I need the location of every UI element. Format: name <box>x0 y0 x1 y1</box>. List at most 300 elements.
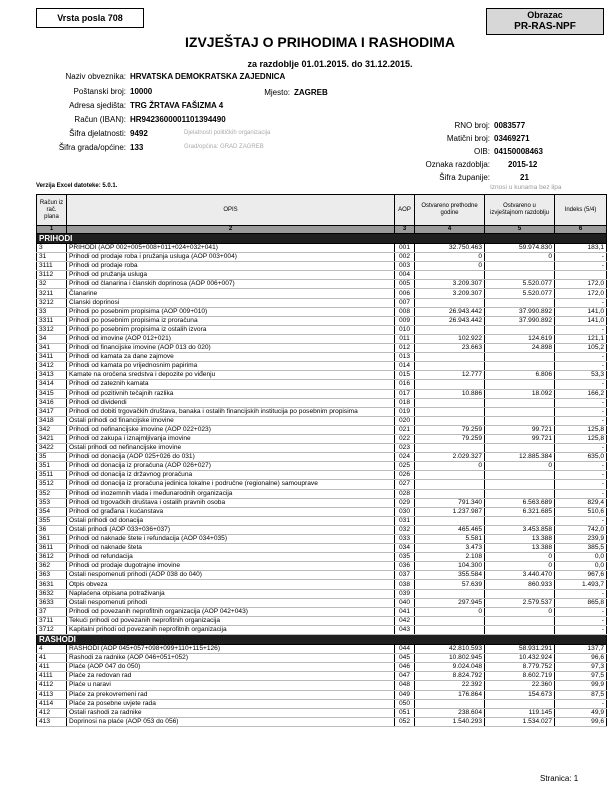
index-cell: 1.493,7 <box>555 580 607 589</box>
index-cell: 141,0 <box>555 316 607 325</box>
table-row <box>37 298 607 307</box>
aop-cell: 042 <box>395 616 415 625</box>
current-year-cell: 8.602.719 <box>485 672 555 681</box>
description-cell: Prihodi po posebnim propisima iz proračuna <box>67 316 395 325</box>
current-year-cell <box>485 262 555 271</box>
column-number: 5 <box>485 226 555 234</box>
index-cell: 239,9 <box>555 535 607 544</box>
index-cell: 385,5 <box>555 544 607 553</box>
prev-year-cell <box>415 699 485 708</box>
table-row <box>37 516 607 525</box>
index-cell: 53,3 <box>555 371 607 380</box>
index-cell: - <box>555 444 607 453</box>
account-cell: 3416 <box>37 398 67 407</box>
current-year-cell: 119.145 <box>485 708 555 717</box>
column-number: 1 <box>37 226 67 234</box>
prev-year-cell: 26.943.442 <box>415 316 485 325</box>
current-year-cell: 24.898 <box>485 344 555 353</box>
index-cell: - <box>555 589 607 598</box>
index-cell: - <box>555 516 607 525</box>
table-row <box>37 544 607 553</box>
current-year-cell: 2.579.537 <box>485 598 555 607</box>
current-year-cell: 18.092 <box>485 389 555 398</box>
table-row <box>37 681 607 690</box>
vrsta-posla-box: Vrsta posla 708 <box>36 8 144 28</box>
current-year-cell <box>485 325 555 334</box>
aop-cell: 045 <box>395 654 415 663</box>
account-cell: 36 <box>37 525 67 534</box>
prev-year-cell <box>415 471 485 480</box>
description-cell: Ostali nespomenuti prihodi <box>67 598 395 607</box>
description-cell: Prihodi od povezanih neprofitnih organizacija (AOP 042+043) <box>67 607 395 616</box>
table-row <box>37 244 607 253</box>
current-year-cell: 154.673 <box>485 690 555 699</box>
account-cell: 4111 <box>37 672 67 681</box>
index-cell: 99,6 <box>555 717 607 726</box>
naziv-label: Naziv obveznika: <box>65 72 126 81</box>
prev-year-cell: 176.864 <box>415 690 485 699</box>
table-row <box>37 625 607 634</box>
description-cell: Prihodi od zateznih kamata <box>67 380 395 389</box>
account-cell: 3212 <box>37 298 67 307</box>
aop-cell: 002 <box>395 253 415 262</box>
aop-cell: 047 <box>395 672 415 681</box>
prev-year-cell <box>415 407 485 416</box>
aop-cell: 030 <box>395 507 415 516</box>
index-cell: 829,4 <box>555 498 607 507</box>
account-cell: 341 <box>37 344 67 353</box>
aop-cell: 038 <box>395 580 415 589</box>
table-row <box>37 645 607 654</box>
prev-year-cell: 791.340 <box>415 498 485 507</box>
description-cell: Kamate na oročena sredstva i depozite po viđenju <box>67 371 395 380</box>
prev-year-cell <box>415 489 485 498</box>
current-year-cell: 37.990.892 <box>485 316 555 325</box>
index-cell: 137,7 <box>555 645 607 654</box>
description-cell: Prihodi od prodaje dugotrajne imovine <box>67 562 395 571</box>
aop-cell: 026 <box>395 471 415 480</box>
racun-value: HR9423600001101394490 <box>130 115 226 124</box>
aop-cell: 008 <box>395 307 415 316</box>
index-cell: 742,0 <box>555 525 607 534</box>
sifra-djelatnosti-desc: Djelatnosti političkih organizacija <box>184 130 271 136</box>
table-row <box>37 699 607 708</box>
aop-cell: 046 <box>395 663 415 672</box>
column-number-row <box>37 226 607 234</box>
current-year-cell <box>485 398 555 407</box>
aop-cell: 036 <box>395 562 415 571</box>
account-cell: 3417 <box>37 407 67 416</box>
aop-cell: 027 <box>395 480 415 489</box>
table-row <box>37 672 607 681</box>
current-year-cell: 99.721 <box>485 434 555 443</box>
account-cell: 3111 <box>37 262 67 271</box>
description-cell: Plaće u naravi <box>67 681 395 690</box>
account-cell: 3631 <box>37 580 67 589</box>
section-prihodi-label: PRIHODI <box>37 234 607 244</box>
account-cell: 3611 <box>37 544 67 553</box>
current-year-cell: 22.360 <box>485 681 555 690</box>
prev-year-cell: 238.604 <box>415 708 485 717</box>
maticni-label: Matični broj: <box>446 134 490 143</box>
prev-year-cell: 23.663 <box>415 344 485 353</box>
account-cell: 3411 <box>37 353 67 362</box>
current-year-cell <box>485 380 555 389</box>
sifra-djelatnosti-label: Šifra djelatnosti: <box>69 129 126 138</box>
prev-year-cell: 42.810.593 <box>415 645 485 654</box>
index-cell: - <box>555 699 607 708</box>
current-year-cell <box>485 616 555 625</box>
account-cell: 3412 <box>37 362 67 371</box>
account-cell: 3511 <box>37 471 67 480</box>
column-header: Ostvareno prethodne godine <box>415 195 485 226</box>
column-header: Račun iz rač. plana <box>37 195 67 226</box>
sifra-grada-desc: Grad/općina: GRAD ZAGREB <box>184 144 264 150</box>
sifra-grada-label: Šifra grada/općine: <box>58 143 126 152</box>
current-year-cell: 12.885.384 <box>485 453 555 462</box>
prev-year-cell <box>415 380 485 389</box>
index-cell: 635,0 <box>555 453 607 462</box>
oib-value: 04150008463 <box>494 147 543 156</box>
current-year-cell: 13.388 <box>485 535 555 544</box>
aop-cell: 009 <box>395 316 415 325</box>
column-header: Ostvareno u izvještajnom razdoblju <box>485 195 555 226</box>
index-cell: - <box>555 325 607 334</box>
account-cell: 352 <box>37 489 67 498</box>
description-cell: Prihodi po posebnim propisima iz ostalih izvora <box>67 325 395 334</box>
postanski-value: 10000 <box>130 87 153 96</box>
aop-cell: 033 <box>395 535 415 544</box>
description-cell: Prihodi od nefinancijske imovine (AOP 022+023) <box>67 425 395 434</box>
aop-cell: 034 <box>395 544 415 553</box>
verzija-text: Verzija Excel datoteke: 5.0.1. <box>36 183 118 189</box>
description-cell: Prihodi od trgovačkih društava i ostalih pravnih osoba <box>67 498 395 507</box>
prev-year-cell: 9.024.048 <box>415 663 485 672</box>
prev-year-cell: 0 <box>415 462 485 471</box>
prev-year-cell <box>415 362 485 371</box>
description-cell: Prihodi od donacija iz proračuna jedinica lokalne i područne (regionalne) samouprave <box>67 480 395 489</box>
description-cell: Prihodi od donacija (AOP 025+026 do 031) <box>67 453 395 462</box>
aop-cell: 040 <box>395 598 415 607</box>
current-year-cell <box>485 362 555 371</box>
index-cell: 96,6 <box>555 654 607 663</box>
prev-year-cell <box>415 516 485 525</box>
account-cell: 4 <box>37 645 67 654</box>
account-cell: 3422 <box>37 444 67 453</box>
table-row <box>37 253 607 262</box>
aop-cell: 050 <box>395 699 415 708</box>
current-year-cell: 99.721 <box>485 425 555 434</box>
aop-cell: 049 <box>395 690 415 699</box>
table-row <box>37 589 607 598</box>
aop-cell: 022 <box>395 434 415 443</box>
aop-cell: 048 <box>395 681 415 690</box>
current-year-cell: 0 <box>485 462 555 471</box>
aop-cell: 018 <box>395 398 415 407</box>
description-cell: Tekući prihodi od povezanih neprofitnih organizacija <box>67 616 395 625</box>
aop-cell: 012 <box>395 344 415 353</box>
obrazac-label: Obrazac <box>527 10 563 20</box>
prev-year-cell: 2.108 <box>415 553 485 562</box>
description-cell: Prihodi od naknade štete i refundacija (AOP 034+035) <box>67 535 395 544</box>
table-row <box>37 416 607 425</box>
aop-cell: 004 <box>395 271 415 280</box>
aop-cell: 017 <box>395 389 415 398</box>
table-row <box>37 607 607 616</box>
postanski-label: Poštanski broj: <box>73 87 126 96</box>
table-row <box>37 525 607 534</box>
description-cell: PRIHODI (AOP 002+005+008+011+024+032+041) <box>67 244 395 253</box>
account-cell: 32 <box>37 280 67 289</box>
table-row <box>37 344 607 353</box>
account-cell: 31 <box>37 253 67 262</box>
description-cell: Plaće (AOP 047 do 050) <box>67 663 395 672</box>
prev-year-cell: 355.584 <box>415 571 485 580</box>
rno-label: RNO broj: <box>454 121 490 130</box>
prev-year-cell: 8.824.792 <box>415 672 485 681</box>
table-row <box>37 353 607 362</box>
index-cell: 97,5 <box>555 672 607 681</box>
aop-cell: 039 <box>395 589 415 598</box>
account-cell: 413 <box>37 717 67 726</box>
current-year-cell: 3.453.858 <box>485 525 555 534</box>
prev-year-cell: 3.209.307 <box>415 289 485 298</box>
prev-year-cell: 10.802.945 <box>415 654 485 663</box>
aop-cell: 020 <box>395 416 415 425</box>
prev-year-cell: 104.300 <box>415 562 485 571</box>
description-cell: Prihodi od financijske imovine (AOP 013 do 020) <box>67 344 395 353</box>
adresa-value: TRG ŽRTAVA FAŠIZMA 4 <box>130 101 224 110</box>
description-cell: Doprinosi na plaće (AOP 053 do 056) <box>67 717 395 726</box>
table-row <box>37 562 607 571</box>
description-cell: Ostali prihodi od donacija <box>67 516 395 525</box>
prev-year-cell: 22.392 <box>415 681 485 690</box>
prev-year-cell <box>415 625 485 634</box>
table-row <box>37 498 607 507</box>
rno-value: 0083577 <box>494 121 526 130</box>
aop-cell: 003 <box>395 262 415 271</box>
prev-year-cell <box>415 616 485 625</box>
maticni-value: 03469271 <box>494 134 530 143</box>
prev-year-cell <box>415 589 485 598</box>
index-cell: 166,2 <box>555 389 607 398</box>
table-row <box>37 598 607 607</box>
table-row <box>37 407 607 416</box>
current-year-cell: 6.806 <box>485 371 555 380</box>
account-cell: 35 <box>37 453 67 462</box>
aop-cell: 001 <box>395 244 415 253</box>
current-year-cell: 59.974.830 <box>485 244 555 253</box>
aop-cell: 035 <box>395 553 415 562</box>
current-year-cell: 6.321.685 <box>485 507 555 516</box>
account-cell: 3 <box>37 244 67 253</box>
prev-year-cell: 79.259 <box>415 425 485 434</box>
account-cell: 3612 <box>37 553 67 562</box>
prev-year-cell: 10.886 <box>415 389 485 398</box>
prev-year-cell <box>415 398 485 407</box>
aop-cell: 025 <box>395 462 415 471</box>
description-cell: Prihodi od refundacija <box>67 553 395 562</box>
aop-cell: 007 <box>395 298 415 307</box>
current-year-cell: 37.990.892 <box>485 307 555 316</box>
aop-cell: 044 <box>395 645 415 654</box>
index-cell <box>555 271 607 280</box>
index-cell: 865,8 <box>555 598 607 607</box>
account-cell: 3312 <box>37 325 67 334</box>
aop-cell: 028 <box>395 489 415 498</box>
account-cell: 363 <box>37 571 67 580</box>
current-year-cell: 0 <box>485 562 555 571</box>
table-row <box>37 580 607 589</box>
current-year-cell: 0 <box>485 553 555 562</box>
aop-cell: 005 <box>395 280 415 289</box>
account-cell: 3632 <box>37 589 67 598</box>
zupanija-label: Šifra županije: <box>439 173 490 182</box>
aop-cell: 019 <box>395 407 415 416</box>
index-cell: 97,3 <box>555 663 607 672</box>
aop-cell: 015 <box>395 371 415 380</box>
current-year-cell <box>485 407 555 416</box>
current-year-cell <box>485 353 555 362</box>
prev-year-cell: 57.639 <box>415 580 485 589</box>
table-row <box>37 471 607 480</box>
description-cell: Ostali rashodi za radnike <box>67 708 395 717</box>
aop-cell: 014 <box>395 362 415 371</box>
column-number: 3 <box>395 226 415 234</box>
index-cell: - <box>555 462 607 471</box>
account-cell: 3211 <box>37 289 67 298</box>
account-cell: 411 <box>37 663 67 672</box>
sifra-grada-value: 133 <box>130 143 144 152</box>
aop-cell: 010 <box>395 325 415 334</box>
section-rashodi <box>37 635 607 645</box>
oznaka-value: 2015-12 <box>508 160 538 169</box>
description-cell: Naplaćena otpisana potraživanja <box>67 589 395 598</box>
description-cell: Prihodi od članarina i članskih doprinosa (AOP 006+007) <box>67 280 395 289</box>
prev-year-cell <box>415 353 485 362</box>
index-cell: 172,0 <box>555 280 607 289</box>
account-cell: 353 <box>37 498 67 507</box>
column-header: OPIS <box>67 195 395 226</box>
index-cell: - <box>555 353 607 362</box>
table-row <box>37 371 607 380</box>
account-cell: 361 <box>37 535 67 544</box>
index-cell: 141,0 <box>555 307 607 316</box>
prev-year-cell: 0 <box>415 253 485 262</box>
description-cell: Ostali prihodi od nefinancijske imovine <box>67 444 395 453</box>
account-cell: 3413 <box>37 371 67 380</box>
column-number: 4 <box>415 226 485 234</box>
account-cell: 3112 <box>37 271 67 280</box>
index-cell: 49,9 <box>555 708 607 717</box>
prev-year-cell: 0 <box>415 607 485 616</box>
table-row <box>37 380 607 389</box>
description-cell: Kapitalni prihodi od povezanih neprofitnih organizacija <box>67 625 395 634</box>
table-row <box>37 271 607 280</box>
account-cell: 4114 <box>37 699 67 708</box>
account-cell: 3414 <box>37 380 67 389</box>
description-cell: Prihodi od kamata za dane zajmove <box>67 353 395 362</box>
current-year-cell: 10.432.924 <box>485 654 555 663</box>
prev-year-cell <box>415 480 485 489</box>
account-cell: 354 <box>37 507 67 516</box>
table-row <box>37 571 607 580</box>
aop-cell: 016 <box>395 380 415 389</box>
index-cell: - <box>555 471 607 480</box>
current-year-cell <box>485 271 555 280</box>
oib-label: OIB: <box>473 147 490 156</box>
description-cell: Prihodi od naknade šteta <box>67 544 395 553</box>
table-row <box>37 480 607 489</box>
current-year-cell <box>485 471 555 480</box>
prev-year-cell: 2.029.327 <box>415 453 485 462</box>
prev-year-cell: 102.922 <box>415 334 485 343</box>
prev-year-cell: 1.540.293 <box>415 717 485 726</box>
table-row <box>37 616 607 625</box>
aop-cell: 013 <box>395 353 415 362</box>
current-year-cell <box>485 416 555 425</box>
prev-year-cell: 0 <box>415 262 485 271</box>
description-cell: Otpis obveza <box>67 580 395 589</box>
prev-year-cell <box>415 298 485 307</box>
mjesto-value: ZAGREB <box>294 88 328 97</box>
index-cell: 0,0 <box>555 553 607 562</box>
column-number: 2 <box>67 226 395 234</box>
description-cell: Prihodi od donacija iz državnog proračuna <box>67 471 395 480</box>
aop-cell: 037 <box>395 571 415 580</box>
current-year-cell <box>485 625 555 634</box>
account-cell: 33 <box>37 307 67 316</box>
account-cell: 4112 <box>37 681 67 690</box>
section-prihodi <box>37 234 607 244</box>
current-year-cell: 860.933 <box>485 580 555 589</box>
account-cell: 362 <box>37 562 67 571</box>
index-cell: - <box>555 298 607 307</box>
prev-year-cell <box>415 416 485 425</box>
description-cell: Plaće za prekovremeni rad <box>67 690 395 699</box>
current-year-cell: 58.931.291 <box>485 645 555 654</box>
index-cell: 121,1 <box>555 334 607 343</box>
aop-cell: 032 <box>395 525 415 534</box>
description-cell: Plaće za redovan rad <box>67 672 395 681</box>
index-cell: - <box>555 262 607 271</box>
description-cell: Prihodi od imovine (AOP 012+021) <box>67 334 395 343</box>
index-cell: - <box>555 380 607 389</box>
index-cell: - <box>555 398 607 407</box>
index-cell: 172,0 <box>555 289 607 298</box>
index-cell: - <box>555 362 607 371</box>
prev-year-cell: 1.237.987 <box>415 507 485 516</box>
aop-cell: 023 <box>395 444 415 453</box>
prev-year-cell: 3.473 <box>415 544 485 553</box>
adresa-label: Adresa sjedišta: <box>69 101 126 110</box>
description-cell: Prihodi od donacija iz proračuna (AOP 026+027) <box>67 462 395 471</box>
index-cell: 99,9 <box>555 681 607 690</box>
aop-cell: 043 <box>395 625 415 634</box>
column-header: Indeks (5/4) <box>555 195 607 226</box>
aop-cell: 041 <box>395 607 415 616</box>
account-cell: 355 <box>37 516 67 525</box>
aop-cell: 006 <box>395 289 415 298</box>
table-row <box>37 280 607 289</box>
account-cell: 4113 <box>37 690 67 699</box>
current-year-cell: 0 <box>485 607 555 616</box>
prev-year-cell <box>415 444 485 453</box>
table-row <box>37 553 607 562</box>
current-year-cell: 5.520.077 <box>485 280 555 289</box>
table-row <box>37 389 607 398</box>
description-cell: Rashodi za radnike (AOP 046+051+052) <box>67 654 395 663</box>
